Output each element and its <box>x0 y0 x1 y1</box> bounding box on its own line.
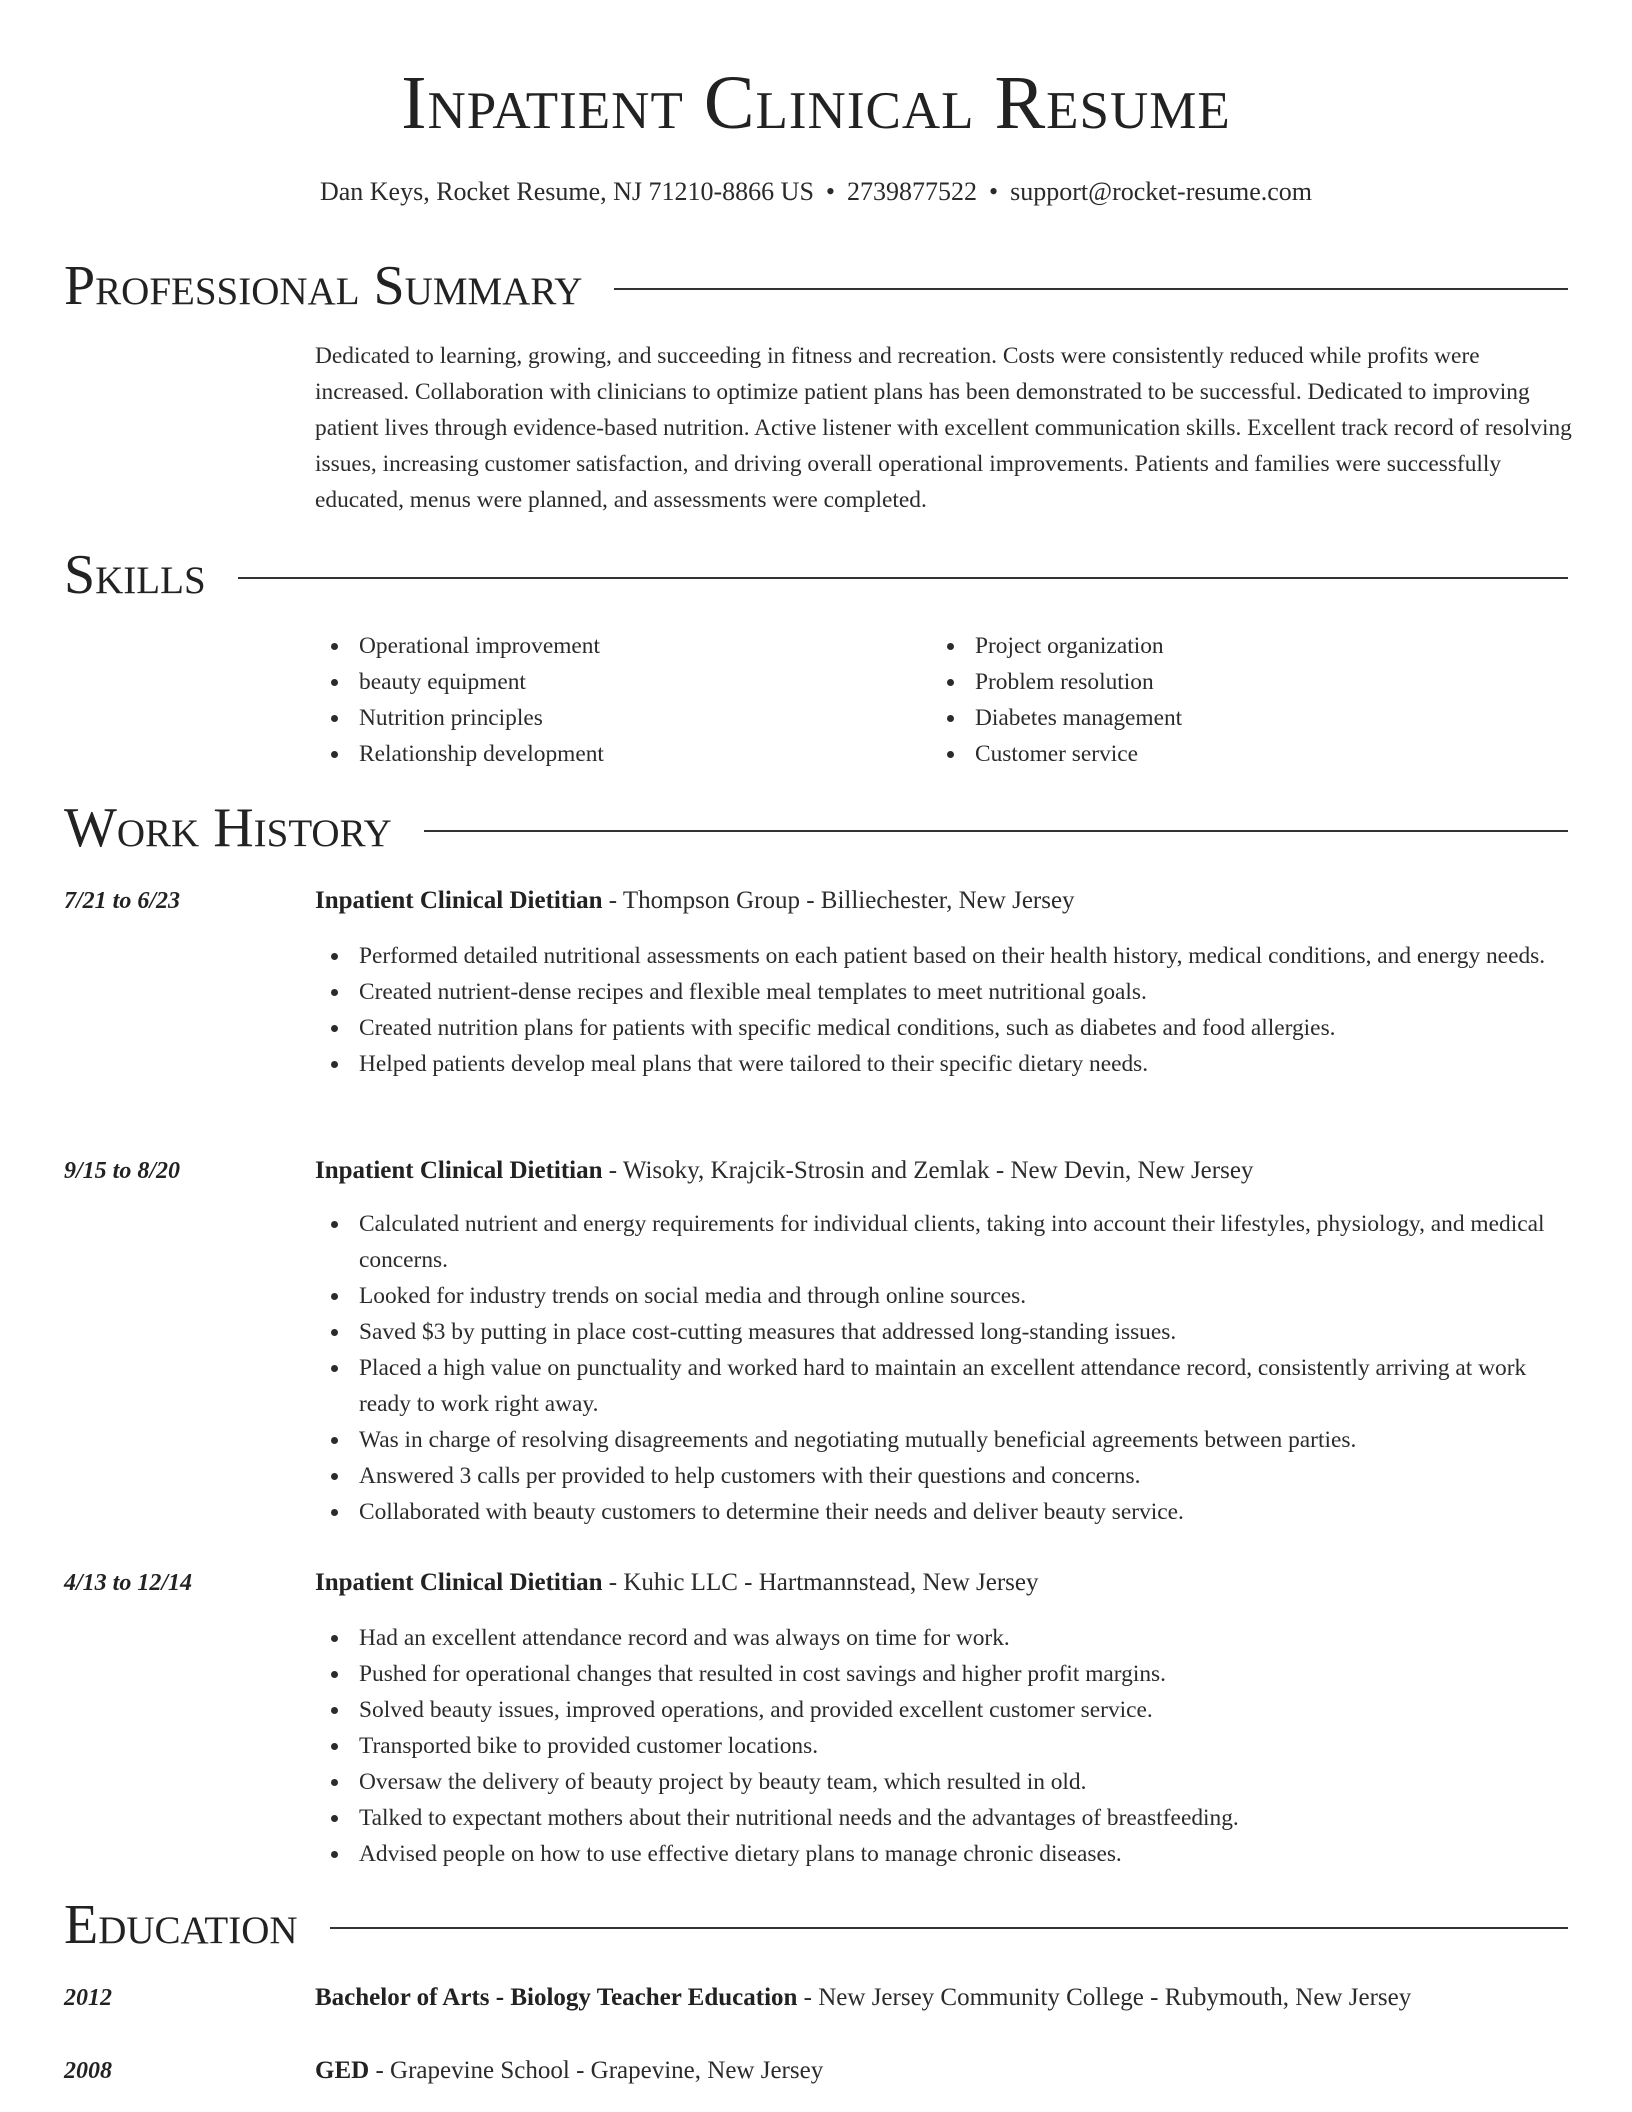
job-bullet: Talked to expectant mothers about their nutritional needs and the advantages of breastfeeding. <box>315 1800 1572 1836</box>
contact-address: Dan Keys, Rocket Resume, NJ 71210-8866 US <box>319 177 814 206</box>
job-dates: 9/15 to 8/20 <box>64 1158 181 1184</box>
job-bullet: Created nutrition plans for patients with specific medical conditions, such as diabetes and food allergies. <box>315 1010 1572 1046</box>
job-bullet: Saved $3 by putting in place cost-cutting measures that addressed long-standing issues. <box>315 1314 1572 1350</box>
contact-line <box>0 174 1632 210</box>
section-title: Education <box>64 1894 298 1956</box>
job-bullet: Collaborated with beauty customers to determine their needs and deliver beauty service. <box>315 1494 1572 1530</box>
education-details: - New Jersey Community College - Rubymouth, New Jersey <box>797 1984 1412 2011</box>
education-year: 2012 <box>64 1985 112 2011</box>
job-bullet: Pushed for operational changes that resulted in cost savings and higher profit margins. <box>315 1656 1572 1692</box>
section-title: Professional Summary <box>64 255 583 317</box>
job-bullet: Advised people on how to use effective dietary plans to manage chronic diseases. <box>315 1836 1572 1872</box>
education-degree: Bachelor of Arts - Biology Teacher Education <box>315 1984 798 2011</box>
job-details: - Kuhic LLC - Hartmannstead, New Jersey <box>602 1569 1039 1596</box>
separator-dot: • <box>825 177 836 206</box>
section-skills-heading <box>64 543 1568 607</box>
skill-item: Relationship development <box>315 736 915 772</box>
contact-email: support@rocket-resume.com <box>1010 177 1313 206</box>
section-divider <box>330 1927 1568 1929</box>
section-divider <box>614 288 1568 290</box>
contact-phone: 2739877522 <box>847 177 978 206</box>
job-heading <box>315 1153 1572 1189</box>
skill-item: Operational improvement <box>315 628 915 664</box>
job-details: - Wisoky, Krajcik-Strosin and Zemlak - New Devin, New Jersey <box>602 1157 1254 1184</box>
section-divider <box>424 830 1568 832</box>
skill-item: beauty equipment <box>315 664 915 700</box>
job-bullet: Calculated nutrient and energy requirements for individual clients, taking into account their lifestyles, physiology, and medical concerns. <box>315 1206 1572 1278</box>
skill-item: Diabetes management <box>931 700 1531 736</box>
section-work-heading <box>64 796 1568 860</box>
job-bullet: Looked for industry trends on social media and through online sources. <box>315 1278 1572 1314</box>
job-bullet: Answered 3 calls per provided to help customers with their questions and concerns. <box>315 1458 1572 1494</box>
skill-item: Customer service <box>931 736 1531 772</box>
job-title: Inpatient Clinical Dietitian <box>315 1569 603 1596</box>
job-details: - Thompson Group - Billiechester, New Jersey <box>602 887 1075 914</box>
job-bullet: Had an excellent attendance record and was always on time for work. <box>315 1620 1572 1656</box>
job-heading <box>315 1565 1572 1601</box>
skills-list-right <box>931 628 1531 772</box>
job-bullets <box>315 1620 1572 1872</box>
resume-title: Inpatient Clinical Resume <box>401 61 1231 145</box>
education-year: 2008 <box>64 2058 112 2084</box>
job-bullets <box>315 938 1572 1082</box>
job-bullet: Created nutrient-dense recipes and flexible meal templates to meet nutritional goals. <box>315 974 1572 1010</box>
education-degree: GED <box>315 2057 370 2084</box>
skill-item: Nutrition principles <box>315 700 915 736</box>
skill-item: Project organization <box>931 628 1531 664</box>
section-education-heading <box>64 1893 1568 1957</box>
section-title: Skills <box>64 544 206 606</box>
education-entry <box>315 1980 1572 2016</box>
summary-text: Dedicated to learning, growing, and succeeding in fitness and recreation. Costs were consistently reduced while profits were increased. Collaboration with clinicians to optimize patient plans has been demonstrated to be successful. Dedicated to improving patient lives through evidence-based nutrition. Active listener with excellent communication skills. Excellent track record of resolving issues, increasing customer satisfaction, and driving overall operational improvements. Patients and families were successfully educated, menus were planned, and assessments were completed. <box>315 343 1572 513</box>
separator-dot: • <box>989 177 999 206</box>
job-bullet: Placed a high value on punctuality and worked hard to maintain an excellent attendance record, consistently arriving at work ready to work right away. <box>315 1350 1572 1422</box>
section-summary-heading <box>64 254 1568 318</box>
job-bullet: Was in charge of resolving disagreements and negotiating mutually beneficial agreements between parties. <box>315 1422 1572 1458</box>
job-dates: 4/13 to 12/14 <box>64 1570 193 1596</box>
skill-item: Problem resolution <box>931 664 1531 700</box>
job-bullet: Performed detailed nutritional assessments on each patient based on their health history, medical conditions, and energy needs. <box>315 938 1572 974</box>
job-heading <box>315 883 1572 919</box>
job-bullet: Oversaw the delivery of beauty project by beauty team, which resulted in old. <box>315 1764 1572 1800</box>
job-dates: 7/21 to 6/23 <box>64 888 181 914</box>
job-bullet: Helped patients develop meal plans that were tailored to their specific dietary needs. <box>315 1046 1572 1082</box>
job-bullet: Transported bike to provided customer locations. <box>315 1728 1572 1764</box>
skills-list-left <box>315 628 915 772</box>
education-entry <box>315 2053 1572 2089</box>
education-details: - Grapevine School - Grapevine, New Jersey <box>369 2057 824 2084</box>
job-title: Inpatient Clinical Dietitian <box>315 1157 603 1184</box>
job-bullets <box>315 1206 1572 1530</box>
job-bullet: Solved beauty issues, improved operations, and provided excellent customer service. <box>315 1692 1572 1728</box>
job-title: Inpatient Clinical Dietitian <box>315 887 603 914</box>
section-title: Work History <box>64 797 392 859</box>
section-divider <box>238 577 1568 579</box>
